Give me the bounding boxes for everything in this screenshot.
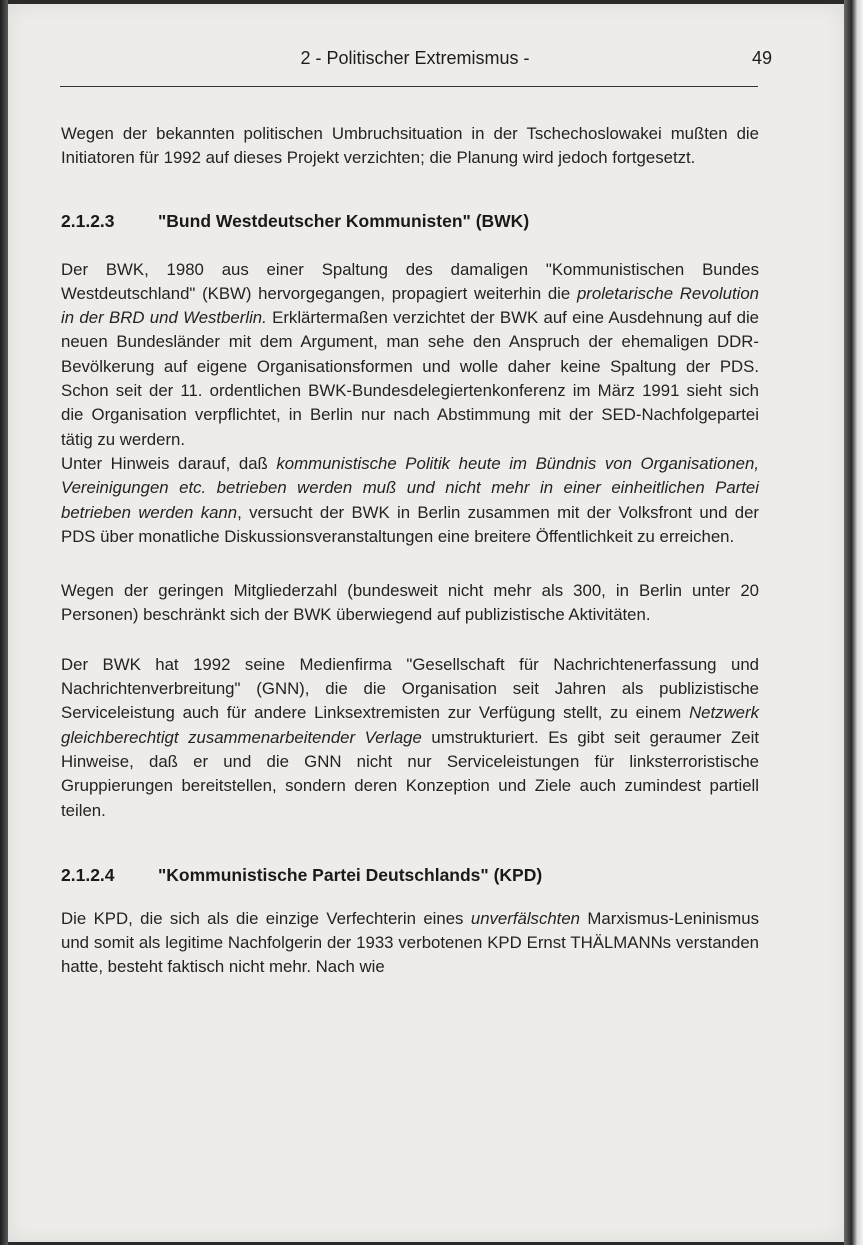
section-heading-bwk [61, 209, 759, 233]
page-body [61, 122, 759, 980]
section-title: "Kommunistische Partei Deutschlands" (KPD) [158, 864, 543, 885]
scan-right-edge [844, 0, 863, 1245]
bwk-paragraph-1: Der BWK, 1980 aus einer Spaltung des damaligen "Kommunistischen Bundes Westdeutschland" (KBW) hervorgegangen, propagiert weiterhin die proletarische Revolution in der BRD und Westberlin. Erklärtermaßen verzichtet der BWK auf eine Ausdehnung auf die neuen Bundesländer mit dem Argument, man sehe den Anspruch der ehemaligen DDR-Bevölkerung auf eigene Organisationsformen und wolle daher keine Spaltung der PDS. Schon seit der 11. ordentlichen BWK-Bundesdelegiertenkonferenz im März 1991 sieht sich die Organisation verpflichtet, in Berlin nur nach Abstimmung mit der SED-Nachfolgepartei tätig zu werdern. [61, 259, 760, 449]
running-title: 2 - Politischer Extremismus - [300, 48, 530, 68]
section-number: 2.1.2.4 [61, 864, 115, 885]
intro-paragraph: Wegen der bekannten politischen Umbruchsituation in der Tschechoslowakei mußten die Initiatoren für 1992 auf dieses Projekt verzichten; die Planung wird jedoch fortgesetzt. [61, 124, 759, 168]
emphasis-text: Netzwerk gleichberechtigt zusammenarbeitender Verlage [61, 703, 759, 747]
section-title: "Bund Westdeutscher Kommunisten" (BWK) [158, 210, 530, 231]
scan-left-edge [0, 0, 8, 1245]
section-number: 2.1.2.3 [61, 210, 115, 231]
bwk-paragraph-4: Der BWK hat 1992 seine Medienfirma "Gesellschaft für Nachrichtenerfassung und Nachrichtenverbreitung" (GNN), die die Organisation seit Jahren als publizistische Serviceleistung auch für andere Linksextremisten zur Verfügung stellt, zu einem Netzwerk gleichberechtigt zusammenarbeitender Verlage umstrukturiert. Es gibt seit geraumer Zeit Hinweise, daß er und die GNN nicht nur Serviceleistungen für linksterroristische Gruppierungen bereitstellen, sondern deren Konzeption und Ziele auch zumindest partiell teilen. [61, 654, 759, 820]
emphasis-text: unverfälschten [470, 908, 581, 928]
emphasis-text: proletarische Revolution in der BRD und Westberlin. [61, 283, 760, 328]
page-number: 49 [751, 48, 772, 68]
document-page [8, 4, 844, 1242]
kpd-paragraph-1: Die KPD, die sich als die einzige Verfechterin eines unverfälschten Marxismus-Leninismus und somit als legitime Nachfolgerin der 1933 verbotenen KPD Ernst THÄLMANNs verstanden hatte, besteht faktisch nicht mehr. Nach wie [61, 908, 759, 977]
bwk-paragraph-3: Wegen der geringen Mitgliederzahl (bundesweit nicht mehr als 300, in Berlin unter 20 Personen) beschränkt sich der BWK überwiegend auf publizistische Aktivitäten. [61, 581, 759, 625]
page-header [58, 48, 772, 78]
emphasis-text: kommunistische Politik heute im Bündnis von Organisationen, Vereinigungen etc. betrieben werden muß und nicht mehr in einer einheitlichen Partei betrieben werden kann [61, 453, 759, 522]
section-heading-kpd [61, 863, 759, 887]
bwk-paragraph-2: Unter Hinweis darauf, daß kommunistische Politik heute im Bündnis von Organisationen, Vereinigungen etc. betrieben werden muß und nicht mehr in einer einheitlichen Partei betrieben werden kann, versucht der BWK in Berlin zusammen mit der Volksfront und der PDS über monatliche Diskussionsveranstaltungen eine breitere Öffentlichkeit zu erreichen. [61, 453, 759, 546]
header-divider [60, 86, 758, 87]
